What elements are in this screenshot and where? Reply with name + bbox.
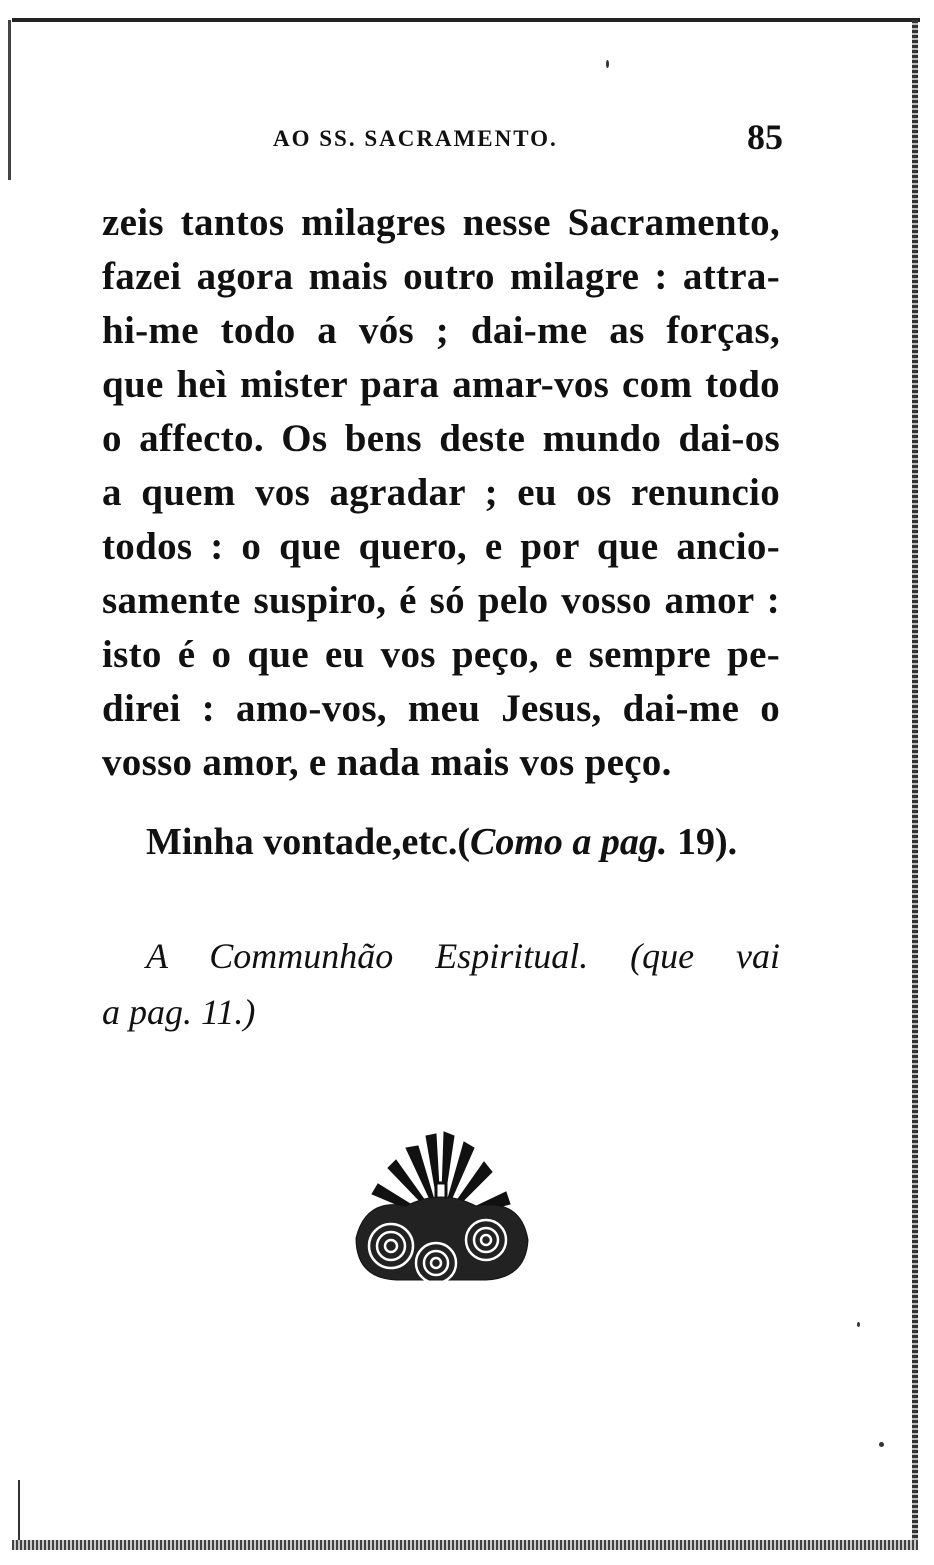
page-edge-top <box>12 18 920 22</box>
rubric-paren-open: ( <box>457 821 471 863</box>
text-line: isto é o que eu vos peço, e sempre pe- <box>102 633 780 676</box>
scan-speck <box>606 60 609 68</box>
scan-speck <box>879 1442 884 1447</box>
page-edge-left-lower <box>18 1480 20 1540</box>
rubric-reference: Como a pag. <box>470 821 668 863</box>
text-line: direi : amo-vos, meu Jesus, dai-me o <box>102 687 780 730</box>
text-line: fazei agora mais outro milagre : attra- <box>102 255 780 298</box>
page-number: 85 <box>747 117 783 157</box>
text-line: o affecto. Os bens deste mundo dai-os <box>102 417 780 460</box>
floral-tailpiece-icon <box>336 1128 546 1288</box>
text-line: samente suspiro, é só pelo vosso amor : <box>102 579 780 622</box>
text-line: a quem vos agradar ; eu os renuncio <box>102 471 780 514</box>
text-line: hi-me todo a vós ; dai-me as forças, <box>102 309 780 352</box>
page-edge-bottom <box>12 1540 918 1550</box>
scan-speck <box>857 1322 860 1327</box>
text-line: todos : o que quero, e por que ancio- <box>102 525 780 568</box>
body-paragraph <box>102 196 780 790</box>
running-title: AO SS. SACRAMENTO. <box>273 126 558 151</box>
rubric-paren-close: ). <box>714 821 738 863</box>
communion-note <box>102 928 780 1040</box>
rubric-line <box>146 820 737 864</box>
text-line: que heì mister para amar-vos com todo <box>102 363 780 406</box>
text-line: vosso amor, e nada mais vos peço. <box>102 741 672 784</box>
running-header <box>273 117 783 162</box>
communion-line-2: a pag. 11.) <box>102 992 256 1032</box>
rubric-ref-page: 19 <box>676 821 715 863</box>
rubric-text: Minha vontade,etc. <box>146 821 458 863</box>
page-edge-left <box>8 20 11 180</box>
communion-line-1: A Communhão Espiritual. (que vai <box>146 936 780 976</box>
page-edge-right <box>912 20 918 1550</box>
text-line: zeis tantos milagres nesse Sacramento, <box>102 201 780 244</box>
